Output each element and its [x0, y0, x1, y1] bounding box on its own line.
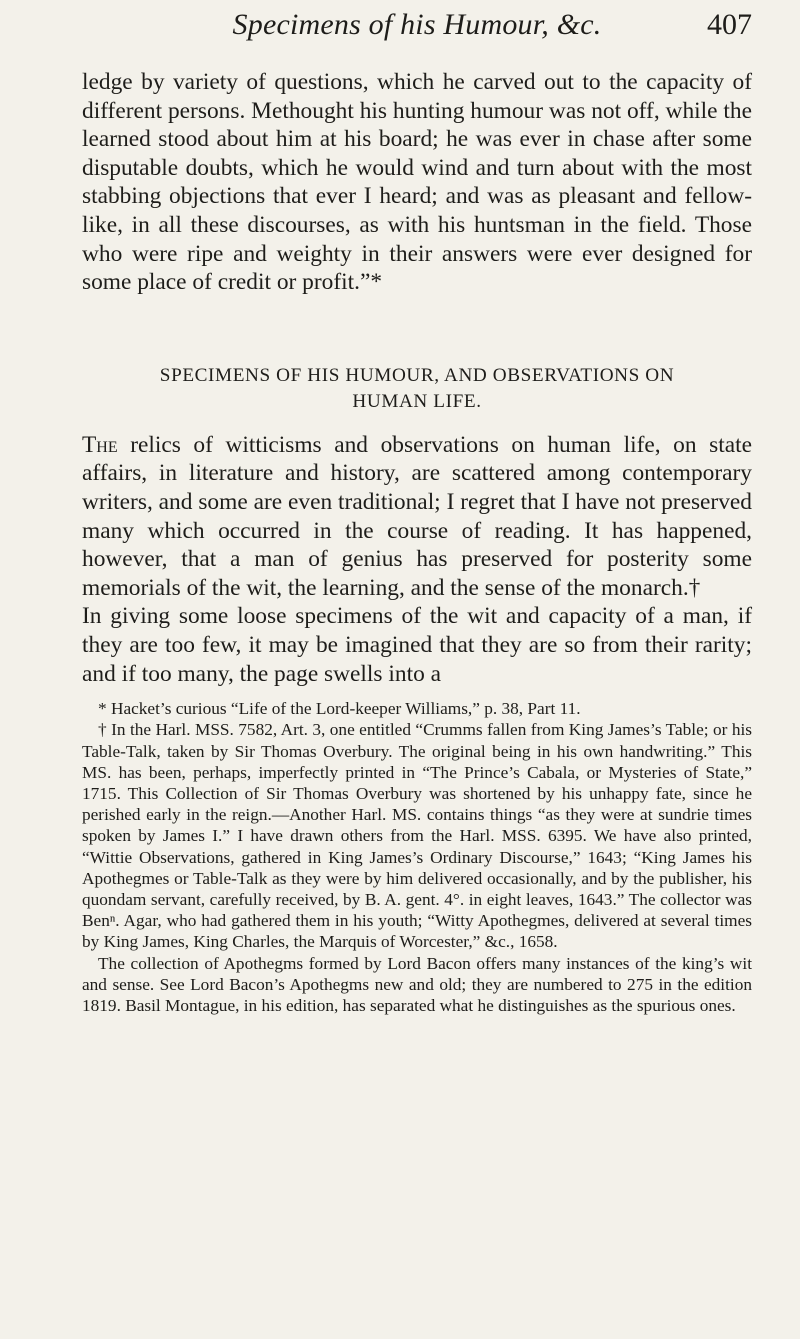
section-heading-line-1: SPECIMENS OF HIS HUMOUR, AND OBSERVATIONS ON: [159, 364, 675, 386]
paragraph-specimens: In giving some loose specimens of the wit and capacity of a man, if they are too few, it may be imagined that they are so from their rarity; and if too many, the page swells into a: [82, 603, 752, 687]
section-heading: [82, 363, 752, 415]
section-heading-line-2: HUMAN LIFE.: [352, 390, 482, 412]
body-text: [82, 68, 752, 688]
paragraph-lead-word: The: [82, 431, 118, 458]
footnotes: [82, 698, 752, 1016]
paragraph-relics: [82, 431, 752, 603]
running-head: [82, 0, 752, 56]
page-number: 407: [707, 8, 752, 41]
footnote-3: The collection of Apothegms formed by Lord Bacon offers many instances of the king’s wit and sense. See Lord Bacon’s Apothegms new and old; they are numbered to 275 in the edition 1819. Basil Montague, in his edition, has separated what he distinguishes as the spurious ones.: [82, 953, 752, 1015]
paragraph-continuation: ledge by variety of questions, which he carved out to the capacity of different persons. Methought his hunting humour was not off, while the learned stood about him at his board; he was ever in chase after some disputable doubts, which he would wind and turn about with the most stabbing objections that ever I heard; and was as pleasant and fellow-like, in all these discourses, as with his huntsman in the field. Those who were ripe and weighty in their answers were ever designed for some place of credit or profit.”*: [82, 69, 752, 296]
footnote-1: * Hacket’s curious “Life of the Lord-keeper Williams,” p. 38, Part 11.: [98, 699, 581, 719]
footnote-2: † In the Harl. MSS. 7582, Art. 3, one entitled “Crumms fallen from King James’s Table; or his Table-Talk, taken by Sir Thomas Overbury. The original being in his own handwriting.” This MS. has been, perhaps, imperfectly printed in “The Prince’s Cabala, or Mysteries of State,” 1715. This Collection of Sir Thomas Overbury was shortened by his unhappy fate, since he perished early in the reign.—Another Harl. MS. contains things “as they were at sundrie times spoken by James I.” I have drawn others from the Harl. MSS. 6395. We have also printed, “Wittie Observations, gathered in King James’s Ordinary Discourse,” 1643; “King James his Apothegmes or Table-Talk as they were by him delivered occasionally, and by the publisher, his quondam servant, carefully received, by B. A. gent. 4°. in eight leaves, 1643.” The collector was Benⁿ. Agar, who had gathered them in his youth; “Witty Apothegmes, delivered at several times by King James, King Charles, the Marquis of Worcester,” &c., 1658.: [82, 720, 752, 952]
paragraph-relics-text: relics of witticisms and observations on human life, on state affairs, in literature and history, are scattered among contemporary writers, and some are even traditional; I regret that I have not preserved many which occurred in the course of reading. It has happened, however, that a man of genius has preserved for posterity some memorials of the wit, the learning, and the sense of the monarch.†: [82, 431, 752, 601]
running-title: Specimens of his Humour, &c.: [232, 8, 602, 41]
